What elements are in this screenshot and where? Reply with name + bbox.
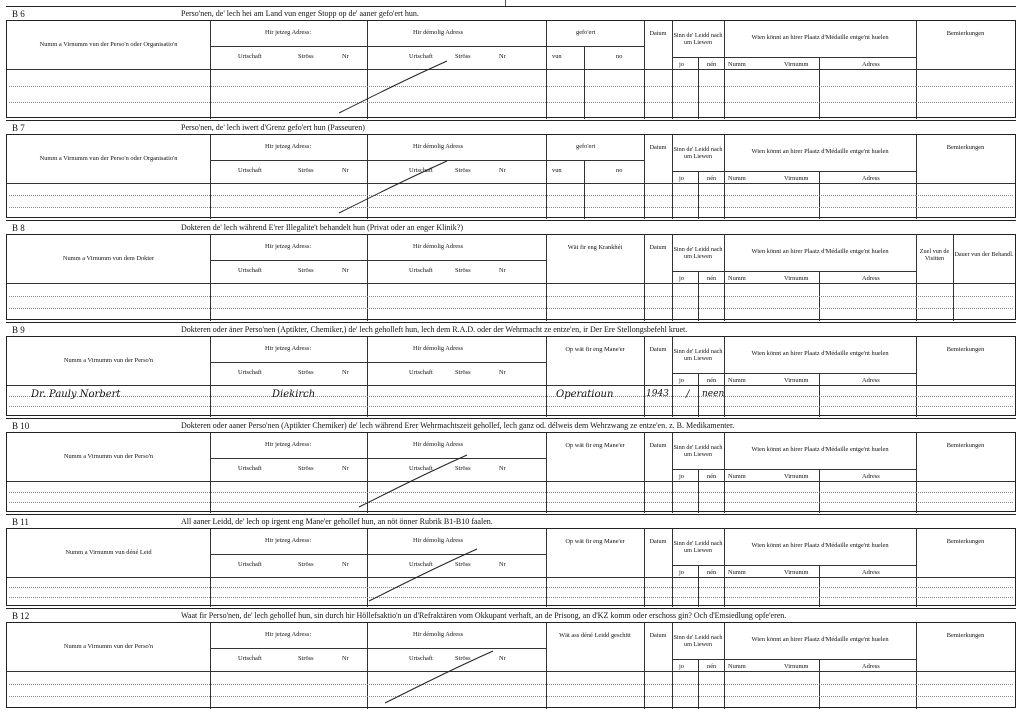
entry-line [916, 696, 1013, 697]
entry-table [6, 432, 1016, 512]
former-street-header: Ströss [455, 465, 471, 472]
remarks-header: Bemierkungen [946, 30, 985, 38]
town-header: Urtschaft [238, 53, 262, 60]
medal-recipient-header: Wien könnt an hirer Plaatz d'Médaille entge'nt huelen [751, 446, 889, 454]
alive-yes-header: jo [679, 61, 684, 68]
entry-line [916, 587, 1013, 588]
section-code: B 9 [12, 325, 25, 335]
handwritten-name: Dr. Pauly Norbert [31, 389, 121, 400]
medal-address-header: Adress [862, 569, 880, 576]
entry-table [6, 622, 1016, 708]
medal-firstname-header: Virnumm [784, 275, 809, 282]
remarks-header: Bemierkungen [946, 144, 985, 152]
entry-table [6, 134, 1016, 218]
medal-name-split-rule [819, 565, 820, 607]
entry-table [6, 234, 1016, 320]
section-code: B 11 [12, 517, 29, 527]
alive-header: Sinn de' Leidd nach um Liewen [673, 245, 723, 260]
former-address-header: Hir démolig Adress [413, 441, 464, 448]
address-subheader-rule [210, 458, 546, 459]
medal-name-header: Numm [728, 275, 746, 282]
section-b7 [6, 120, 1016, 218]
town-header: Urtschaft [238, 655, 262, 662]
alive-header: Sinn de' Leidd nach um Liewen [673, 31, 723, 46]
handwritten-manner: Operatioun [556, 389, 614, 400]
number-header: Nr [342, 465, 349, 472]
former-street-header: Ströss [455, 655, 471, 662]
section-code: B 6 [12, 9, 25, 19]
header-bottom-rule [7, 283, 1015, 284]
address-subheader-rule [210, 46, 546, 47]
medal-name-header: Numm [728, 377, 746, 384]
entry-line [916, 597, 1013, 598]
entry-line [9, 492, 916, 493]
former-town-header: Urtschaft [409, 53, 433, 60]
medal-firstname-header: Virnumm [784, 473, 809, 480]
number-header: Nr [342, 267, 349, 274]
former-address-header: Hir démolig Adress [413, 537, 464, 544]
current-address-header: Hir jetzeg Adress: [265, 29, 312, 36]
alive-yes-header: jo [679, 473, 684, 480]
former-town-header: Urtschaft [409, 655, 433, 662]
street-header: Ströss [298, 53, 314, 60]
section-b9 [6, 322, 1016, 416]
medal-firstname-header: Virnumm [784, 663, 809, 670]
name-column-header: Numm a Virnumm vun dem Dokter [62, 255, 155, 263]
former-town-header: Urtschaft [409, 561, 433, 568]
entry-line [916, 86, 1013, 87]
section-header [6, 220, 1016, 235]
alive-no-header: nén [707, 569, 717, 576]
transported-from-header: vun [552, 53, 562, 60]
entry-line [916, 396, 1013, 397]
former-number-header: Nr [499, 267, 506, 274]
former-address-header: Hir démolig Adress [413, 345, 464, 352]
date-header: Datum [649, 144, 667, 152]
current-address-header: Hir jetzeg Adress: [265, 537, 312, 544]
former-address-header: Hir démolig Adress [413, 143, 464, 150]
medal-name-header: Numm [728, 473, 746, 480]
former-address-header: Hir démolig Adress [413, 243, 464, 250]
section-b8 [6, 220, 1016, 320]
medal-name-split-rule [819, 57, 820, 119]
section-code: B 12 [12, 611, 30, 621]
date-header: Datum [649, 442, 667, 450]
column-rule [367, 337, 368, 417]
entry-table [6, 20, 1016, 118]
medal-subheader-rule [724, 469, 916, 470]
medal-name-split-rule [819, 469, 820, 513]
former-street-header: Ströss [455, 369, 471, 376]
current-address-header: Hir jetzeg Adress: [265, 441, 312, 448]
former-number-header: Nr [499, 167, 506, 174]
alive-no-header: nén [707, 473, 717, 480]
alive-no-header: nén [707, 663, 717, 670]
town-header: Urtschaft [238, 369, 262, 376]
former-number-header: Nr [499, 369, 506, 376]
date-header: Datum [649, 30, 667, 38]
date-header: Datum [649, 244, 667, 252]
name-column-header: Numm a Virnumm vun der Perso'n oder Organisatio'n [39, 41, 178, 49]
alive-yes-header: jo [679, 377, 684, 384]
entry-table [6, 528, 1016, 606]
former-number-header: Nr [499, 561, 506, 568]
alive-no-header: nén [707, 61, 717, 68]
alive-no-header: nén [707, 377, 717, 384]
transported-header: gefo'ert [576, 29, 596, 36]
column-rule [367, 529, 368, 607]
date-header: Datum [649, 346, 667, 354]
entry-line [9, 587, 916, 588]
alive-split-rule [698, 57, 699, 119]
street-header: Ströss [298, 167, 314, 174]
street-header: Ströss [298, 561, 314, 568]
section-b6 [6, 6, 1016, 118]
medal-recipient-header: Wien könnt an hirer Plaatz d'Médaille entge'nt huelen [751, 350, 889, 358]
entry-line [9, 296, 916, 297]
medal-recipient-header: Wien könnt an hirer Plaatz d'Médaille entge'nt huelen [751, 248, 889, 256]
section-title: All aaner Leidd, de' lech op irgent eng Mane'er gehollef hun, an nöt önner Rubrik B1-B10 faalen. [181, 517, 493, 526]
address-subheader-rule [210, 160, 546, 161]
entry-line [9, 696, 916, 697]
town-header: Urtschaft [238, 561, 262, 568]
address-subheader-rule [210, 362, 546, 363]
medal-name-header: Numm [728, 175, 746, 182]
date-header: Datum [649, 632, 667, 640]
header-bottom-rule [7, 577, 1015, 578]
medal-address-header: Adress [862, 473, 880, 480]
header-bottom-rule [7, 671, 1015, 672]
former-town-header: Urtschaft [409, 167, 433, 174]
medal-address-header: Adress [862, 175, 880, 182]
section-header [6, 120, 1016, 135]
town-header: Urtschaft [238, 167, 262, 174]
header-bottom-rule [7, 183, 1015, 184]
medal-firstname-header: Virnumm [784, 569, 809, 576]
duration-header: Dauer vun der Behandl. [954, 251, 1014, 259]
entry-line [9, 396, 916, 397]
column-rule [210, 529, 211, 607]
former-town-header: Urtschaft [409, 369, 433, 376]
medal-subheader-rule [724, 565, 916, 566]
transported-header: gefo'ert [576, 143, 596, 150]
number-header: Nr [342, 167, 349, 174]
entry-line [9, 502, 916, 503]
alive-header: Sinn de' Leidd nach um Liewen [673, 539, 723, 554]
section-header [6, 608, 1016, 623]
alive-split-rule [698, 469, 699, 513]
entry-line [9, 597, 916, 598]
section-title: Perso'nen, de' lech hei am Land vun enger Stopp op de' aaner gefo'ert hun. [181, 9, 419, 18]
town-header: Urtschaft [238, 465, 262, 472]
section-title: Perso'nen, de' lech iwert d'Grenz gefo'ert hun (Passeuren) [181, 123, 365, 132]
name-column-header: Numm a Virnumm vun der Perso'n oder Organisatio'n [39, 155, 178, 163]
entry-line [916, 207, 1013, 208]
section-header [6, 514, 1016, 529]
name-column-header: Numm a Virnumm vun der Perso'n [63, 453, 154, 461]
former-street-header: Ströss [455, 167, 471, 174]
medal-firstname-header: Virnumm [784, 377, 809, 384]
section-title: Dokteren oder aaner Perso'nen (Aptikter Chemiker) de' lech während Erer Wehrmachtszeit gehollef, lech ganz od. délweis dem Wehrzwang ze entze'en. z. B. Medikamenter. [181, 421, 735, 430]
medal-recipient-header: Wien könnt an hirer Plaatz d'Médaille entge'nt huelen [751, 148, 889, 156]
former-number-header: Nr [499, 655, 506, 662]
entry-line [9, 86, 916, 87]
manner-header: Op wät fir eng Mane'er [565, 442, 625, 450]
alive-header: Sinn de' Leidd nach um Liewen [673, 443, 723, 458]
current-address-header: Hir jetzeg Adress: [265, 631, 312, 638]
medal-address-header: Adress [862, 377, 880, 384]
entry-line [916, 502, 1013, 503]
medal-address-header: Adress [862, 663, 880, 670]
remarks-header: Bemierkungen [946, 538, 985, 546]
address-subheader-rule [210, 260, 546, 261]
section-b12 [6, 608, 1016, 708]
entry-line [916, 195, 1013, 196]
manner-header: Op wät fir eng Mane'er [565, 538, 625, 546]
medal-subheader-rule [724, 271, 916, 272]
former-town-header: Urtschaft [409, 465, 433, 472]
entry-line [916, 308, 1013, 309]
name-column-header: Numm a Virnumm vun der Perso'n [63, 357, 154, 365]
header-bottom-rule [7, 385, 1015, 386]
header-bottom-rule [7, 69, 1015, 70]
name-column-header: Numm a Virnumm vun der Perso'n [63, 643, 154, 651]
former-street-header: Ströss [455, 53, 471, 60]
entry-line [9, 207, 916, 208]
medal-name-header: Numm [728, 569, 746, 576]
street-header: Ströss [298, 465, 314, 472]
section-code: B 10 [12, 421, 30, 431]
alive-no-header: nén [707, 175, 717, 182]
manner-header: Wät ass déné Leidd geschitt [559, 632, 631, 640]
medal-firstname-header: Virnumm [784, 61, 809, 68]
street-header: Ströss [298, 267, 314, 274]
former-town-header: Urtschaft [409, 267, 433, 274]
medal-subheader-rule [724, 659, 916, 660]
entry-line [916, 102, 1013, 103]
transported-from-header: vun [552, 167, 562, 174]
mid-split-rule [584, 160, 585, 219]
section-header [6, 418, 1016, 433]
section-code: B 7 [12, 123, 25, 133]
entry-line [916, 492, 1013, 493]
street-header: Ströss [298, 655, 314, 662]
medal-subheader-rule [724, 171, 916, 172]
medal-address-header: Adress [862, 275, 880, 282]
number-header: Nr [342, 655, 349, 662]
medal-recipient-header: Wien könnt an hirer Plaatz d'Médaille entge'nt huelen [751, 542, 889, 550]
column-rule [210, 337, 211, 417]
number-header: Nr [342, 369, 349, 376]
remarks-header: Bemierkungen [946, 632, 985, 640]
medal-firstname-header: Virnumm [784, 175, 809, 182]
alive-yes-header: jo [679, 275, 684, 282]
medal-name-split-rule [819, 373, 820, 417]
medal-name-header: Numm [728, 663, 746, 670]
column-rule [546, 21, 547, 119]
current-address-header: Hir jetzeg Adress: [265, 243, 312, 250]
entry-line [916, 296, 1013, 297]
former-number-header: Nr [499, 53, 506, 60]
handwritten-alive: / [686, 389, 690, 400]
handwritten-town: Diekirch [272, 389, 316, 400]
manner-header: Op wät fir eng Mane'er [565, 346, 625, 354]
street-header: Ströss [298, 369, 314, 376]
alive-header: Sinn de' Leidd nach um Liewen [673, 145, 723, 160]
entry-line [9, 406, 916, 407]
section-b11 [6, 514, 1016, 606]
alive-header: Sinn de' Leidd nach um Liewen [673, 633, 723, 648]
section-title: Dokteren oder äner Perso'nen (Aptikter, Chemiker,) de' lech geholleft hun, lech dem R.A.D. oder der Wehrmacht ze entze'en, ir Der Ere Stellongsbefehl kruet. [181, 325, 688, 334]
medal-subheader-rule [724, 57, 916, 58]
header-bottom-rule [7, 481, 1015, 482]
address-subheader-rule [210, 648, 546, 649]
former-street-header: Ströss [455, 267, 471, 274]
transported-to-header: no [616, 167, 623, 174]
alive-split-rule [698, 565, 699, 607]
former-address-header: Hir démolig Adress [413, 29, 464, 36]
date-header: Datum [649, 538, 667, 546]
visits-header: Zuel vun de Visitten [919, 247, 950, 262]
medal-subheader-rule [724, 373, 916, 374]
alive-yes-header: jo [679, 569, 684, 576]
former-street-header: Ströss [455, 561, 471, 568]
section-header [6, 6, 1016, 21]
fold-mark [505, 0, 506, 6]
current-address-header: Hir jetzeg Adress: [265, 345, 312, 352]
section-code: B 8 [12, 223, 25, 233]
manner-header: Wät fir eng Krankhét [567, 244, 623, 252]
address-subheader-rule [210, 554, 546, 555]
medal-name-header: Numm [728, 61, 746, 68]
mid-split-rule [584, 46, 585, 119]
alive-split-rule [698, 373, 699, 417]
number-header: Nr [342, 561, 349, 568]
medal-recipient-header: Wien könnt an hirer Plaatz d'Médaille entge'nt huelen [751, 34, 889, 42]
former-number-header: Nr [499, 465, 506, 472]
entry-line [9, 102, 916, 103]
section-b10 [6, 418, 1016, 512]
column-rule [210, 21, 211, 119]
name-column-header: Numm a Virnumm vun déné Leid [65, 549, 152, 557]
town-header: Urtschaft [238, 267, 262, 274]
entry-line [9, 308, 916, 309]
remarks-header: Bemierkungen [946, 442, 985, 450]
handwritten-no: neen [702, 389, 725, 399]
column-rule [210, 433, 211, 513]
section-header [6, 322, 1016, 337]
section-title: Dokteren de' lech während E'rer Illegalite't behandelt hun (Privat oder an enger Klinik?) [181, 223, 463, 232]
handwritten-date: 1943 [646, 389, 669, 399]
current-address-header: Hir jetzeg Adress: [265, 143, 312, 150]
alive-header: Sinn de' Leidd nach um Liewen [673, 347, 723, 362]
remarks-header: Bemierkungen [946, 346, 985, 354]
mid-subheader-rule [546, 160, 644, 161]
column-rule [367, 433, 368, 513]
medal-recipient-header: Wien könnt an hirer Plaatz d'Médaille entge'nt huelen [751, 636, 889, 644]
alive-no-header: nén [707, 275, 717, 282]
section-title: Waat fir Perso'nen, de' lech gehollef hun, sin durch hir Höllefsaktio'n un d'Refraktären vom Okkupant verhaft, an de Prisong, an d'KZ komm oder erschoss gin? Och d'Emsiedlung opfe'eren. [181, 611, 787, 620]
number-header: Nr [342, 53, 349, 60]
entry-table [6, 336, 1016, 416]
alive-yes-header: jo [679, 663, 684, 670]
entry-line [916, 684, 1013, 685]
transported-to-header: no [616, 53, 623, 60]
mid-subheader-rule [546, 46, 644, 47]
former-address-header: Hir démolig Adress [413, 631, 464, 638]
entry-line [9, 684, 916, 685]
medal-address-header: Adress [862, 61, 880, 68]
entry-line [916, 406, 1013, 407]
column-rule [367, 21, 368, 119]
entry-line [9, 195, 916, 196]
alive-yes-header: jo [679, 175, 684, 182]
